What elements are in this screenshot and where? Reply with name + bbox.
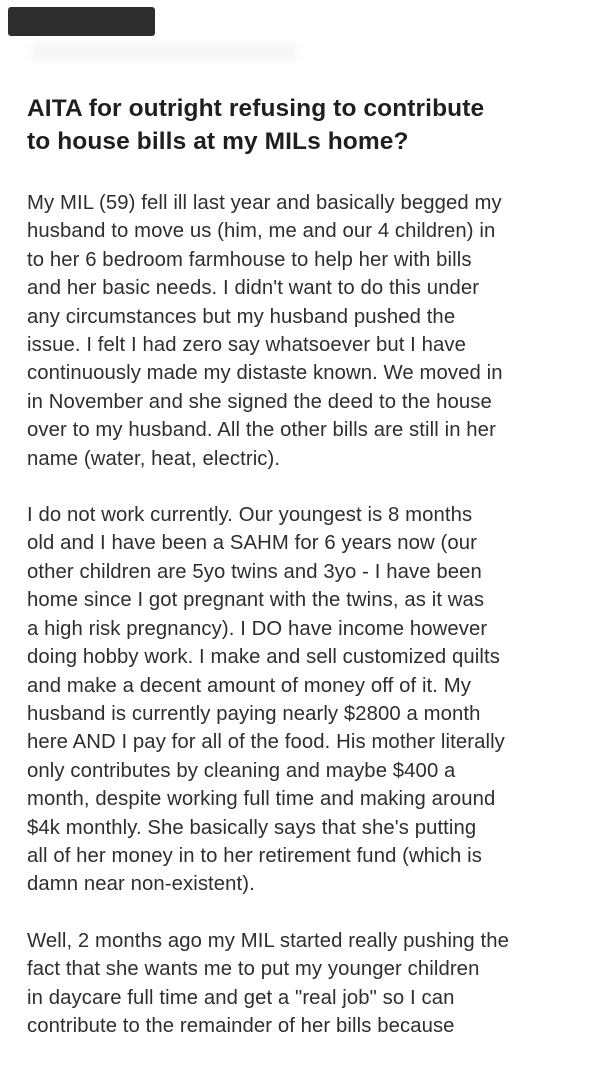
post-title: AITA for outright refusing to contribute to house bills at my MILs home?: [27, 95, 485, 155]
post-paragraph-1: My MIL (59) fell ill last year and basically begged my husband to move us (him, me and our 4 children) in to her 6 bedroom farmhouse to help her with bills and her basic needs. I didn't want to do this under any circumstances but my husband pushed the issue. I felt I had zero say whatsoever but I have continuously made my distaste known. We moved in in November and she signed the deed to the house over to my husband. All the other bills are still in her name (water, heat, electric).: [27, 192, 503, 470]
post-paragraph-3: Well, 2 months ago my MIL started really pushing the fact that she wants me to put my younger children in daycare full time and get a "real job" so I can contribute to the remainder of her bills because: [27, 929, 510, 1037]
whiteout-smudge: [30, 42, 298, 62]
post-paragraph-2: I do not work currently. Our youngest is 8 months old and I have been a SAHM for 6 years now (our other children are 5yo twins and 3yo - I have been home since I got pregnant with the twins, as it was a high risk pregnancy). I DO have income however doing hobby work. I make and sell customized quilts and make a decent amount of money off of it. My husband is currently paying nearly $2800 a month here AND I pay for all of the food. His mother literally only contributes by cleaning and maybe $400 a month, despite working full time and making around $4k monthly. She basically says that she's putting all of her money in to her retirement fund (which is damn near non-existent).: [27, 504, 505, 896]
redacted-username-block: [8, 7, 155, 36]
post-body: [27, 189, 607, 1068]
